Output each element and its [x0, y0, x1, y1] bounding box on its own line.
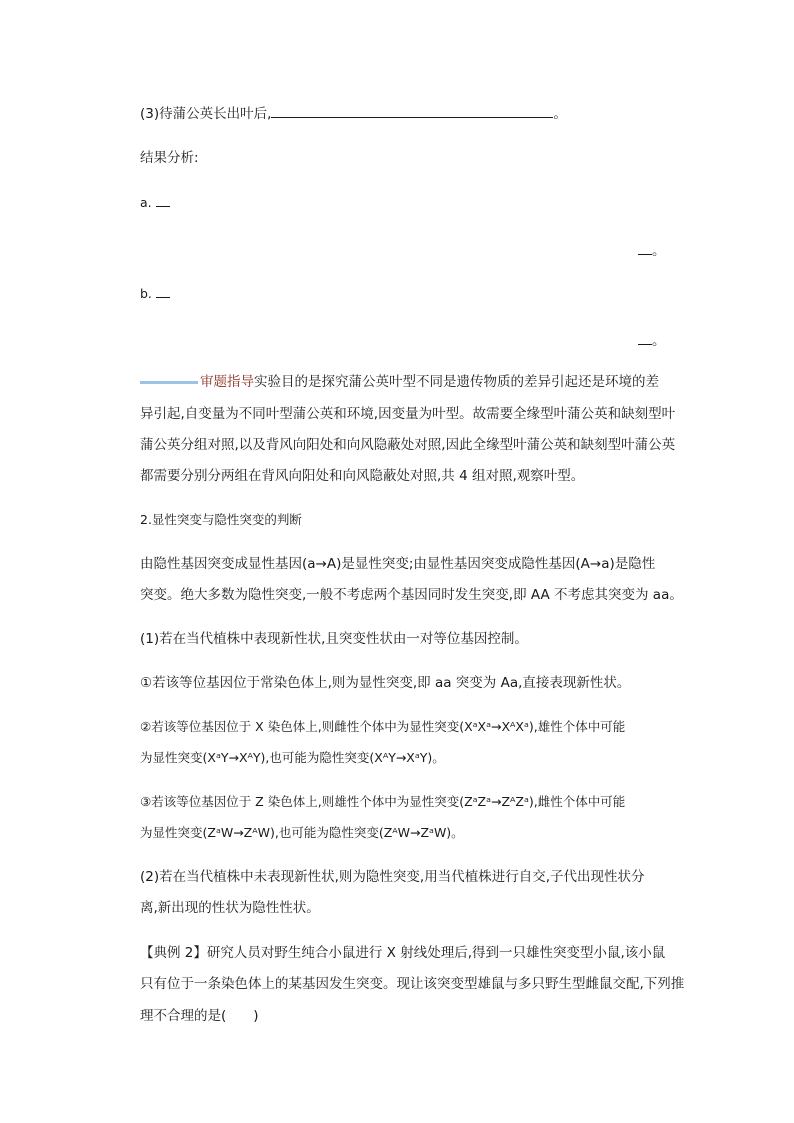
guide-line-4: 都需要分别分两组在背风向阳处和向风隐蔽处对照,共 4 组对照,观察叶型。	[140, 468, 585, 484]
case-3-line-2: 为显性突变(ZᵃW→ZᴬW),也可能为隐性突变(ZᴬW→ZᵃW)。	[140, 825, 464, 840]
analysis-title: 结果分析:	[140, 150, 199, 166]
case-1: ①若该等位基因位于常染色体上,则为显性突变,即 aa 突变为 Aa,直接表现新性状。	[140, 675, 631, 691]
answer-blank	[156, 285, 170, 298]
case-3-line-1: ③若该等位基因位于 Z 染色体上,则雄性个体中为显性突变(ZᵃZᵃ→ZᴬZᵃ),雌性个体中可能	[140, 794, 626, 809]
section-2-title: 2.显性突变与隐性突变的判断	[140, 512, 302, 527]
point-1: (1)若在当代植株中表现新性状,且突变性状由一对等位基因控制。	[140, 631, 528, 647]
item-a-end: 。	[638, 239, 666, 259]
guide-line-2: 异引起,自变量为不同叶型蒲公英和环境,因变量为叶型。故需要全缘型叶蒲公英和缺刻型叶	[140, 406, 676, 422]
item-b: b.	[140, 284, 660, 304]
point-2-line-2: 离,新出现的性状为隐性性状。	[140, 900, 320, 916]
example-line-2: 只有位于一条染色体上的某基因发生突变。现让该突变型雄鼠与多只野生型雌鼠交配,下列推	[140, 976, 685, 992]
para1-line-2: 突变。绝大多数为隐性突变,一般不考虑两个基因同时发生突变,即 AA 不考虑其突变为 aa。	[140, 587, 683, 603]
item-b-end: 。	[638, 329, 666, 349]
case-2-line-2: 为显性突变(XᵃY→XᴬY),也可能为隐性突变(XᴬY→XᵃY)。	[140, 750, 445, 765]
answer-blank	[271, 104, 553, 118]
guide-label: 审题指导	[200, 374, 254, 390]
point-2-line-1: (2)若在当代植株中未表现新性状,则为隐性突变,用当代植株进行自交,子代出现性状分	[140, 869, 645, 885]
guide-line-3: 蒲公英分组对照,以及背风向阳处和向风隐蔽处对照,因此全缘型叶蒲公英和缺刻型叶蒲公英	[140, 437, 676, 453]
question-3: (3)待蒲公英长出叶后, 。	[140, 106, 567, 122]
guide-line-1: 审题指导实验目的是探究蒲公英叶型不同是遗传物质的差异引起还是环境的差	[140, 372, 660, 392]
item-a: a.	[140, 193, 660, 213]
answer-blank	[638, 332, 652, 345]
guide-marker-bar	[140, 381, 198, 384]
question-3-text: (3)待蒲公英长出叶后,	[140, 106, 272, 122]
answer-blank	[638, 242, 652, 255]
case-2-line-1: ②若该等位基因位于 X 染色体上,则雌性个体中为显性突变(XᵃXᵃ→XᴬXᵃ),雄性个体中可能	[140, 719, 626, 734]
example-line-3: 理不合理的是( )	[140, 1008, 259, 1024]
para1-line-1: 由隐性基因突变成显性基因(a→A)是显性突变;由显性基因突变成隐性基因(A→a)是隐性	[140, 556, 656, 572]
example-line-1: 【典例 2】研究人员对野生纯合小鼠进行 X 射线处理后,得到一只雄性突变型小鼠,该小鼠	[140, 945, 666, 961]
answer-blank	[156, 194, 170, 207]
